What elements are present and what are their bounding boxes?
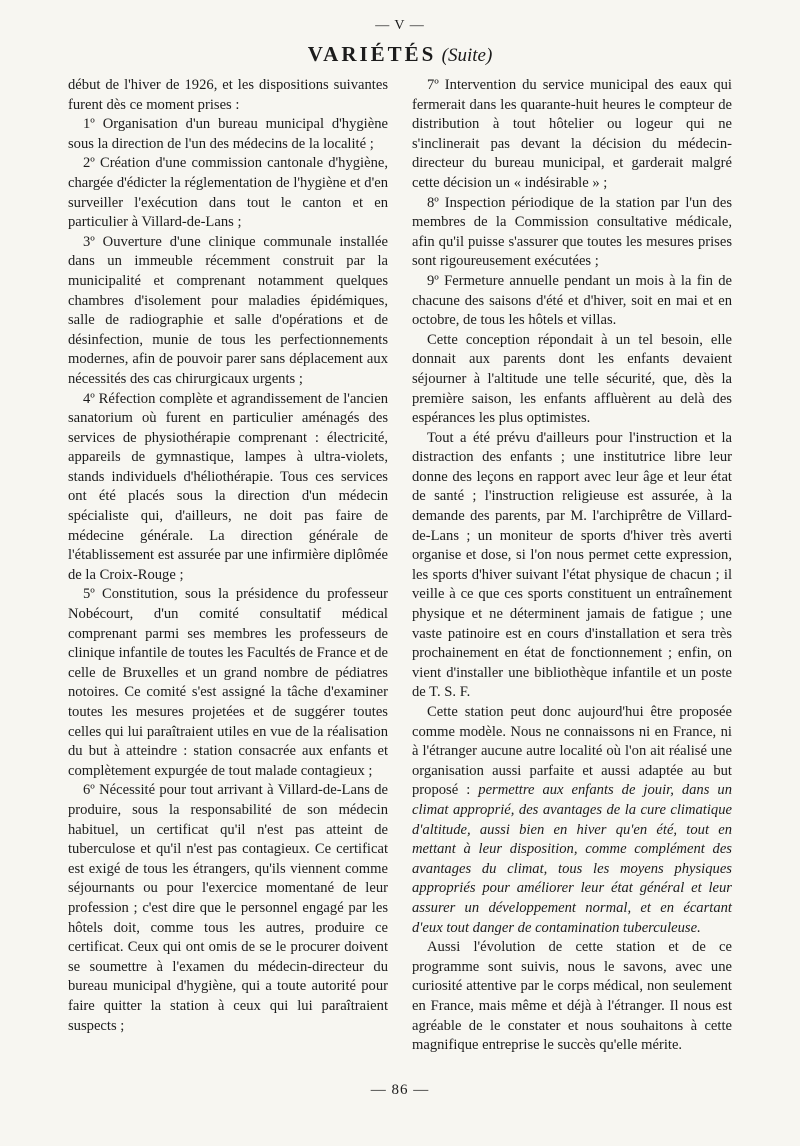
paragraph-model-station	[412, 703, 732, 938]
paragraph-text: Cette station peut donc aujourd'hui être proposée comme modèle. Nous ne connaissons ni en France, ni à l'étranger aucune autre localité où l'on ait réalisé une organisation aussi parfaite et aussi adaptée au but proposé :	[412, 704, 732, 799]
paragraph-item-4: 4º Réfection complète et agrandissement de l'ancien sanatorium où furent en particulier aménagés des services de physiothérapie comprenant : électricité, appareils de gymnastique, lampes à ultra-violets, stands individuels d'héliothérapie. Tous ces services ont été placés sous la direction d'un médecin spécialiste qui, d'ailleurs, ne doit pas faire de médecine générale. La direction générale de l'établissement est assurée par une infirmière diplômée de la Croix-Rouge ;	[68, 390, 388, 583]
paragraph-conclusion: Aussi l'évolution de cette station et de ce programme sont suivis, nous le savons, avec une curiosité attentive par le corps médical, non seulement en France, mais même et déjà à l'étranger. Il nous est agréable de le constater et nous souhaitons à cette magnifique entreprise le succès qu'elle mérite.	[412, 939, 732, 1054]
paragraph-item-3: 3º Ouverture d'une clinique communale installée dans un immeuble récemment construit par la municipalité et comprenant notamment quelques chambres d'isolement pour maladies épidémiques, salle de radiographie et salle d'opérations et de désinfection, munie de tous les perfectionnements modernes, afin de pouvoir parer sans déplacement aux nécessités des cas chirurgicaux urgents ;	[68, 233, 388, 387]
right-column	[412, 76, 732, 1056]
paragraph-item-6: 6º Nécessité pour tout arrivant à Villard-de-Lans de produire, sous la responsabilité de son médecin habituel, un certificat qu'il n'est pas atteint de tuberculose et qu'il n'est pas contagieux. Ce certificat est exigé de tous les étrangers, qu'ils viennent comme séjournants ou pour l'exercice momentané de leur profession ; c'est dire que le personnel engagé par les hôtels doit, comme tous les autres, produire ce certificat. Ceux qui ont omis de se le procurer doivent se soumettre à l'examen du médecin-directeur du bureau municipal d'hygiène, qui a toute autorité pour faire quitter la station à ceux qui lui paraîtraient suspects ;	[68, 782, 388, 1034]
paragraph-item-8: 8º Inspection périodique de la station par l'un des membres de la Commission consultative médicale, afin qu'il puisse s'assurer que toutes les mesures prises sont rigoureusement exécutées ;	[412, 194, 732, 270]
page-number: — 86 —	[370, 1082, 430, 1098]
paragraph: Cette conception répondait à un tel besoin, elle donnait aux parents dont les enfants devaient séjourner à l'altitude une telle sécurité, que, dès la première saison, les enfants affluèrent au delà des espérances les plus optimistes.	[412, 331, 732, 427]
paragraph-item-5: 5º Constitution, sous la présidence du professeur Nobécourt, d'un comité consultatif médical comprenant parmi ses membres les professeurs de clinique infantile de toutes les Facultés de France et de celle de Bruxelles et un grand nombre de pédiatres notoires. Ce comité s'est assigné la tâche d'examiner toutes les mesures projetées et de suggérer toutes celles qui lui paraîtraient utiles en vue de la réalisation du but à atteindre : station consacrée aux enfants et complètement expurgée de tout malade contagieux ;	[68, 586, 388, 779]
paragraph-item-1: 1º Organisation d'un bureau municipal d'hygiène sous la direction de l'un des médecins de la localité ;	[68, 116, 388, 152]
paragraph-item-9: 9º Fermeture annuelle pendant un mois à la fin de chacune des saisons d'été et d'hiver, soit en mai et en octobre, de tous les hôtels et villas.	[412, 272, 732, 329]
folio: — V —	[375, 18, 425, 33]
paragraph-item-7: 7º Intervention du service municipal des eaux qui fermerait dans les quarante-huit heures le compteur de distribution à tout hôtelier ou logeur qui ne s'inclinerait pas devant la décision du médecin-directeur du bureau municipal, et garderait malgré cette décision un « indésirable » ;	[412, 77, 732, 191]
heading-suite: (Suite)	[441, 45, 493, 66]
heading-title: VARIÉTÉS	[307, 42, 437, 66]
paragraph: début de l'hiver de 1926, et les dispositions suivantes furent dès ce moment prises :	[68, 77, 388, 113]
italic-passage: permettre aux enfants de jouir, dans un climat approprié, des avantages de la cure climatique d'altitude, aussi bien en hiver qu'en été, tout en mettant à leur disposition, comme complément des avantages du climat, tous les moyens physiques appropriés pour améliorer leur état général et leur assurer un développement normal, et en écartant d'eux tout danger de contamination tuberculeuse.	[412, 782, 732, 936]
paragraph-item-2: 2º Création d'une commission cantonale d'hygiène, chargée d'édicter la réglementation de l'hygiène et d'en surveiller l'exécution dans tout le canton et en particulier à Villard-de-Lans ;	[68, 155, 388, 231]
left-column	[68, 76, 388, 1036]
paragraph: Tout a été prévu d'ailleurs pour l'instruction et la distraction des enfants ; une institutrice libre leur donne des leçons en rapport avec leur âge et leur état de santé ; l'instruction religieuse est assurée, à la demande des parents, par M. l'archiprêtre de Villard-de-Lans ; un moniteur de sports d'hiver très averti organise et dose, si l'on nous permet cette expression, les sports d'hiver suivant l'état physique de chacun ; il veille à ce que ces sports constituent un entraînement physique et ne déterminent jamais de fatigue ; une vaste patinoire est en cours d'installation et sera très prochainement en état de fonctionnement ; enfin, on vient d'installer une bibliothèque infantile et un poste de T. S. F.	[412, 429, 732, 701]
section-heading	[0, 41, 800, 69]
